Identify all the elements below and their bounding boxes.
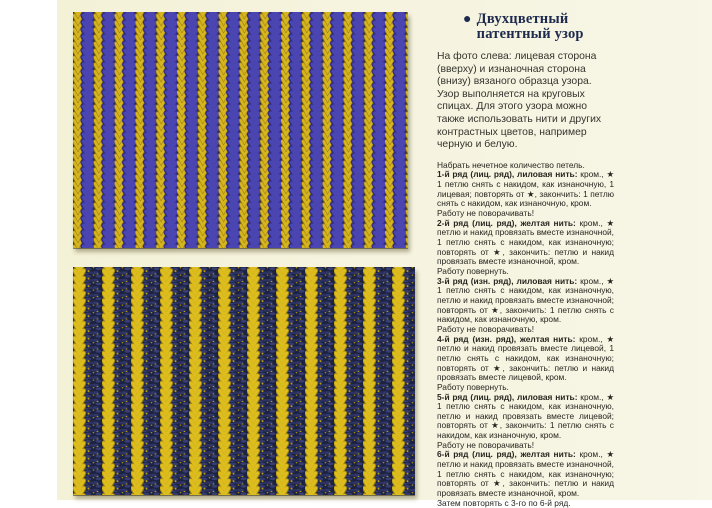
article-text-column: [437, 10, 615, 508]
row-6-instruction: [437, 450, 614, 498]
row-1-text: кром., ★ 1 петлю снять с накидом, как изнаночную, 1 лицевая; повторять от ★, закончить: 1 петлю снять с накидом, как изнаночную, кром.: [437, 169, 614, 209]
article-title: [463, 12, 614, 42]
row-4-turn-note: Работу повернуть.: [437, 381, 509, 392]
row-5-turn-note: Работу не поворачивать!: [437, 439, 535, 450]
title-line-2: патентный узор: [476, 26, 584, 42]
row-2-text: кром., ★ петлю и накид провязать вместе изнаночной, 1 петлю снять с накидом, как изнаночную; повторять от ★, закончить: петлю и накид провязать вместе изнаночной, кром.: [437, 217, 614, 267]
row-6-text: кром., ★ петлю и накид провязать вместе изнаночной, 1 петлю снять с накидом, как изнаночную; повторять от ★, закончить: петлю и накид провязать вместе изнаночной, кром.: [437, 449, 614, 499]
intro-paragraph: На фото слева: лицевая сторона (вверху) и изнаночная сторона (внизу) вязаного образца узора. Узор выполняется на круговых спицах. Для этого узора можно также использовать нити и других контрастных цветов, например черную и белую.: [437, 51, 602, 151]
row-1-instruction: [437, 170, 614, 209]
row-4-instruction: [437, 335, 614, 383]
row-3-text: кром., ★ 1 петлю снять с накидом, как изнаночную, петлю и накид провязать вместе изнаночной; повторять от ★, закончить: 1 петлю снять с накидом, как изнаночную, кром.: [437, 275, 615, 325]
repeat-note: Затем повторять с 3-го по 6-й ряд.: [437, 497, 571, 508]
row-5-label: 5-й ряд (лиц. ряд), лиловая нить:: [437, 391, 578, 402]
row-3-instruction: [437, 277, 614, 325]
cast-on-note: Набрать нечетное количество петель.: [437, 159, 585, 170]
front-swatch-knit-texture: [73, 12, 408, 248]
title-text: [477, 12, 584, 42]
row-5-instruction: [437, 393, 614, 441]
row-1-label: 1-й ряд (лиц. ряд), лиловая нить:: [437, 169, 578, 180]
row-5-text: кром., ★ 1 петлю снять с накидом, как изнаночную, петлю и накид провязать вместе лицевой; повторять от ★, закончить: 1 петлю снять с накидом, как изнаночную, кром.: [437, 391, 614, 441]
title-bullet-icon: ●: [463, 12, 472, 27]
row-6-label: 6-й ряд (лиц. ряд), желтая нить:: [437, 449, 576, 460]
title-line-1: Двухцветный: [476, 11, 569, 27]
front-side-swatch-photo: [73, 12, 408, 248]
row-2-turn-note: Работу повернуть.: [437, 265, 509, 276]
back-side-swatch-photo: [73, 267, 415, 495]
row-1-turn-note: Работу не поворачивать!: [437, 208, 535, 219]
row-4-text: кром., ★ петлю и накид провязать вместе лицевой, 1 петлю снять с накидом, как изнаночную; повторять от ★, закончить: петлю и накид провязать вместе лицевой, кром.: [437, 333, 614, 383]
row-3-turn-note: Работу не поворачивать!: [437, 323, 535, 334]
row-3-label: 3-й ряд (изн. ряд), лиловая нить:: [437, 275, 578, 286]
row-2-instruction: [437, 219, 614, 267]
row-2-label: 2-й ряд (лиц. ряд), желтая нить:: [437, 217, 576, 228]
row-4-label: 4-й ряд (изн. ряд), желтая нить:: [437, 333, 576, 344]
back-swatch-knit-texture: [73, 267, 415, 495]
knitting-instructions: [437, 161, 614, 508]
